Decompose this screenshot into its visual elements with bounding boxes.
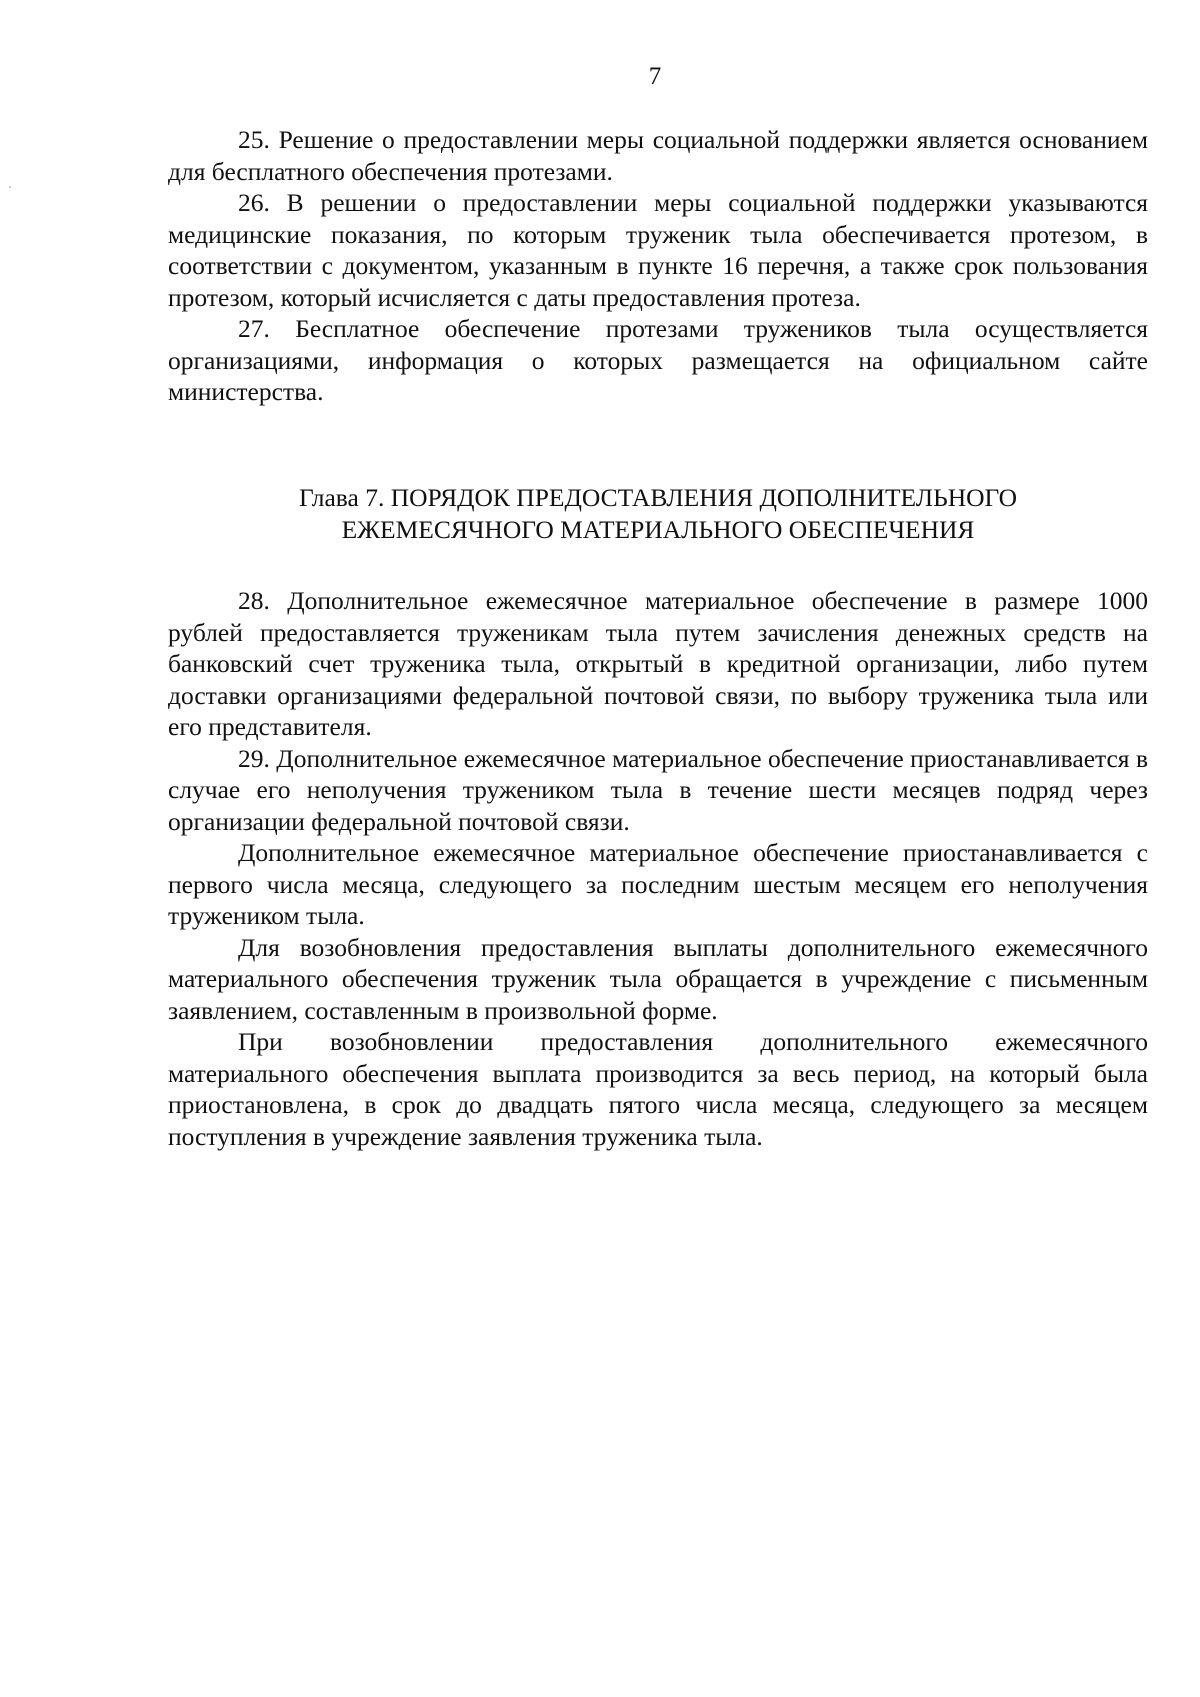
scan-artifact bbox=[9, 186, 11, 188]
paragraph-26: 26. В решении о предоставлении меры социальной поддержки указываются медицинские показания, по которым труженик тыла обеспечивается протезом, в соответствии с документом, указанным в пункте 16 перечня, а также срок пользования протезом, который исчисляется с даты предоставления протеза. bbox=[168, 188, 1148, 312]
chapter-title-line-2: ЕЖЕМЕСЯЧНОГО МАТЕРИАЛЬНОГО ОБЕСПЕЧЕНИЯ bbox=[341, 515, 975, 544]
page-number: 7 bbox=[648, 63, 662, 90]
paragraph-27: 27. Бесплатное обеспечение протезами тружеников тыла осуществляется организациями, информация о которых размещается на официальном сайте министерства. bbox=[168, 314, 1148, 406]
paragraph-29: 29. Дополнительное ежемесячное материальное обеспечение приостанавливается в случае его неполучения тружеником тыла в течение шести месяцев подряд через организации федеральной почтовой связи. bbox=[168, 743, 1148, 836]
paragraphs-top bbox=[168, 124, 1148, 408]
paragraphs-bottom bbox=[168, 585, 1148, 1152]
paragraph-29-resumption-request: Для возобновления предоставления выплаты дополнительного ежемесячного материального обеспечения труженик тыла обращается в учреждение с письменным заявлением, составленным в произвольной форме. bbox=[168, 932, 1148, 1025]
chapter-title bbox=[168, 482, 1148, 546]
paragraph-29-resumption-payment: При возобновлении предоставления дополнительного ежемесячного материального обеспечения выплата производится за весь период, на который была приостановлена, в срок до двадцать пятого числа месяца, следующего за месяцем поступления в учреждение заявления труженика тыла. bbox=[168, 1027, 1148, 1151]
paragraph-28: 28. Дополнительное ежемесячное материальное обеспечение в размере 1000 рублей предоставляется труженикам тыла путем зачисления денежных средств на банковский счет труженика тыла, открытый в кредитной организации, либо путем доставки организациями федеральной почтовой связи, по выбору труженика тыла или его представителя. bbox=[168, 586, 1148, 741]
paragraph-29-suspension: Дополнительное ежемесячное материальное обеспечение приостанавливается с первого числа месяца, следующего за последним шестым месяцем его неполучения тружеником тыла. bbox=[168, 838, 1148, 930]
chapter-title-line-1: Глава 7. ПОРЯДОК ПРЕДОСТАВЛЕНИЯ ДОПОЛНИТЕЛЬНОГО bbox=[298, 483, 1018, 512]
paragraph-25: 25. Решение о предоставлении меры социальной поддержки является основанием для бесплатного обеспечения протезами. bbox=[168, 125, 1148, 186]
